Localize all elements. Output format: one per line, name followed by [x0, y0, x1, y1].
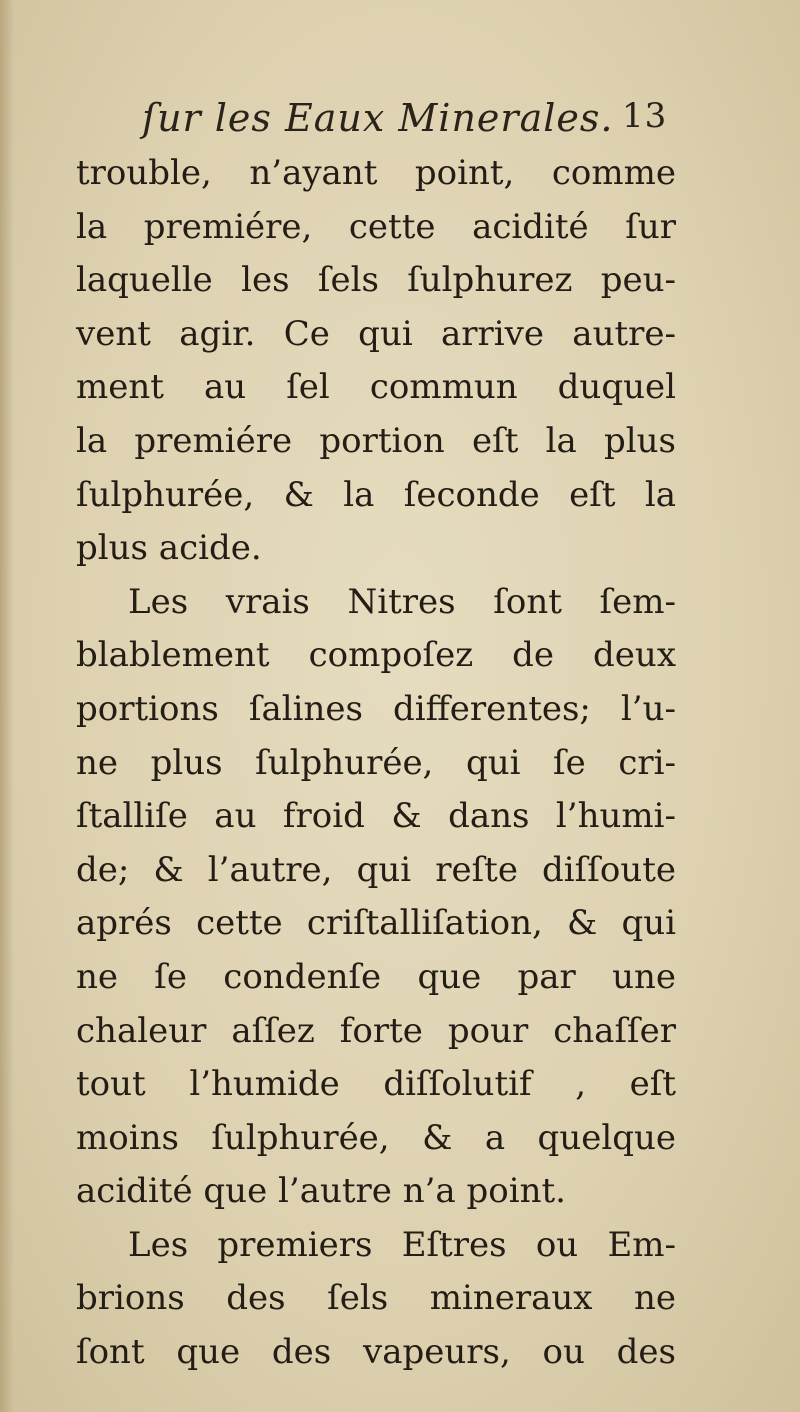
- text-line: la premiére, cette acidité ſur: [76, 206, 676, 247]
- text-line: Les premiers Eſtres ou Em-: [128, 1224, 676, 1265]
- text-line: plus acide.: [76, 528, 262, 569]
- text-line: portions ſalines differentes; l’u-: [76, 688, 676, 729]
- text-line: ſtalliſe au froid & dans l’humi-: [76, 796, 676, 837]
- text-line: de; & l’autre, qui reſte diſſoute: [76, 849, 676, 890]
- text-line: ſont que des vapeurs, ou des: [76, 1332, 676, 1373]
- text-line: acidité que l’autre n’a point.: [76, 1171, 566, 1212]
- text-line: tout l’humide diſſolutif , eſt: [76, 1064, 676, 1105]
- text-line: laquelle les ſels ſulphurez peu-: [76, 260, 676, 301]
- text-line: ne plus ſulphurée, qui ſe cri-: [76, 742, 676, 783]
- page-number: 13: [622, 96, 668, 136]
- text-line: blablement compoſez de deux: [76, 635, 676, 676]
- page-gutter-shadow: [0, 0, 14, 1412]
- text-line: ne ſe condenſe que par une: [76, 956, 676, 997]
- text-line: brions des ſels mineraux ne: [76, 1278, 676, 1319]
- text-line: la premiére portion eſt la plus: [76, 420, 676, 461]
- text-line: vent agir. Ce qui arrive autre-: [76, 313, 676, 354]
- text-line: Les vrais Nitres ſont ſem-: [128, 581, 676, 622]
- text-line: trouble, n’ayant point, comme: [76, 153, 676, 193]
- body-text: [76, 147, 676, 1380]
- text-line: chaleur aſſez forte pour chaſſer: [76, 1010, 676, 1051]
- text-line: aprés cette criſtalliſation, & qui: [76, 903, 676, 944]
- running-head-title: ſur les Eaux Minerales.: [142, 96, 614, 140]
- text-line: moins ſulphurée, & a quelque: [76, 1117, 676, 1158]
- text-line: ment au ſel commun duquel: [76, 367, 676, 408]
- text-line: ſulphurée, & la ſeconde eſt la: [76, 474, 676, 515]
